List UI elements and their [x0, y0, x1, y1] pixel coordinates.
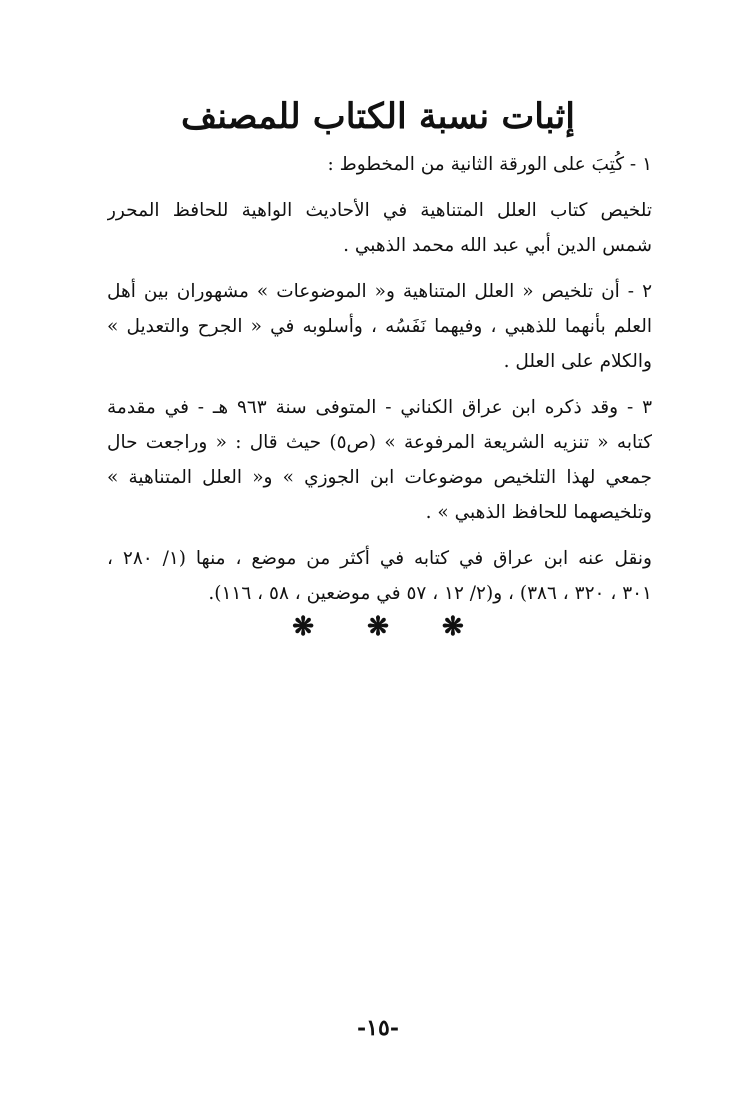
text-line: وتلخيصهما للحافظ الذهبي » .	[425, 502, 652, 523]
document-body	[107, 147, 652, 622]
page-number: -١٥-	[357, 1015, 399, 1041]
paragraph-2	[107, 193, 652, 263]
text-line: ٢ - أن تلخيص « العلل المتناهية و« الموضوعات » مشهوران بين أهل	[107, 281, 652, 302]
asterisk-ornament-icon: ❋	[367, 612, 389, 642]
asterisk-ornament-icon: ❋	[292, 612, 315, 642]
text-line: تلخيص كتاب العلل المتناهية في الأحاديث الواهية للحافظ المحرر	[107, 200, 652, 221]
paragraph-4	[107, 390, 652, 530]
text-line: ١ - كُتِبَ على الورقة الثانية من المخطوط :	[327, 154, 652, 175]
text-line: جمعي لهذا التلخيص موضوعات ابن الجوزي » و« العلل المتناهية »	[107, 467, 652, 488]
text-line: ٣ - وقد ذكره ابن عراق الكناني - المتوفى سنة ٩٦٣ هـ - في مقدمة	[107, 397, 652, 418]
paragraph-5	[107, 541, 652, 611]
page-title: إثبات نسبة الكتاب للمصنف	[180, 96, 575, 137]
asterisk-ornament-icon: ❋	[441, 612, 464, 642]
paragraph-1	[107, 147, 652, 182]
text-line: العلم بأنهما للذهبي ، وفيهما نَفَسُه ، وأسلوبه في « الجرح والتعديل »	[107, 316, 652, 337]
text-line: شمس الدين أبي عبد الله محمد الذهبي .	[343, 235, 652, 256]
section-separator	[0, 612, 756, 642]
text-line: ونقل عنه ابن عراق في كتابه في أكثر من موضع ، منها (١/ ٢٨٠ ،	[107, 548, 652, 569]
text-line: كتابه « تنزيه الشريعة المرفوعة » (ص٥) حيث قال : « وراجعت حال	[107, 432, 652, 453]
text-line: ٣٠١ ، ٣٢٠ ، ٣٨٦) ، و(٢/ ١٢ ، ٥٧ في موضعين ، ٥٨ ، ١١٦).	[208, 583, 652, 604]
text-line: والكلام على العلل .	[503, 351, 652, 372]
paragraph-3	[107, 274, 652, 379]
